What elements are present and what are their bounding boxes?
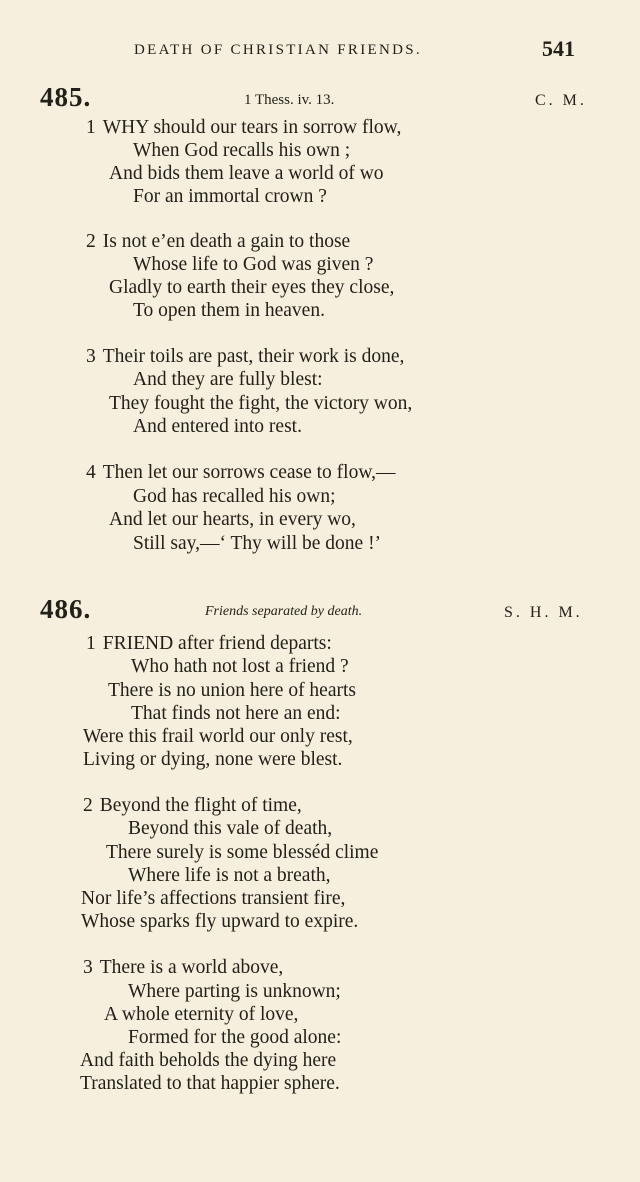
hymn-line: For an immortal crown ? [133, 186, 327, 207]
hymn-line: Whose sparks fly upward to expire. [81, 911, 359, 932]
hymn-line [86, 346, 404, 368]
hymn-line: Translated to that happier sphere. [80, 1073, 340, 1094]
hymn-line [86, 231, 350, 253]
hymn-line [83, 957, 283, 979]
verse-number: 2 [86, 231, 96, 252]
hymn-line: Where parting is unknown; [128, 981, 341, 1002]
verse-number: 1 [86, 117, 96, 138]
hymn-line: There surely is some blesséd clime [106, 842, 379, 863]
hymn-line: And faith beholds the dying here [80, 1050, 337, 1071]
running-head: DEATH OF CHRISTIAN FRIENDS. [134, 42, 422, 58]
hymn-line: Formed for the good alone: [128, 1027, 342, 1048]
hymn-number: 486. [40, 594, 92, 624]
verse-number: 3 [83, 957, 93, 978]
hymn-line: When God recalls his own ; [133, 140, 351, 161]
hymn-subject: Friends separated by death. [205, 604, 363, 619]
verse-number: 4 [86, 462, 96, 483]
line-text: Beyond the flight of time, [99, 795, 302, 816]
hymn-line: Beyond this vale of death, [128, 818, 333, 839]
hymn-line: There is no union here of hearts [108, 680, 356, 701]
hymn-line: To open them in heaven. [133, 300, 325, 321]
hymn-line [86, 633, 332, 655]
hymn-line: Living or dying, none were blest. [83, 749, 343, 770]
hymn-line: Still say,—‘ Thy will be done !’ [133, 533, 382, 554]
line-text: Is not e’en death a gain to those [102, 231, 351, 252]
hymn-line: Nor life’s affections transient fire, [81, 888, 346, 909]
hymn-line: And they are fully blest: [133, 369, 323, 390]
hymn-line: And let our hearts, in every wo, [109, 509, 356, 530]
line-text: Their toils are past, their work is done, [102, 346, 405, 367]
hymn-line: And bids them leave a world of wo [109, 163, 384, 184]
hymn-scripture: 1 Thess. iv. 13. [244, 92, 335, 108]
hymn-line: Gladly to earth their eyes they close, [109, 277, 395, 298]
hymn-line [86, 462, 396, 484]
hymn-line: Whose life to God was given ? [133, 254, 374, 275]
line-text: Then let our sorrows cease to flow,— [102, 462, 396, 483]
hymn-line [83, 795, 302, 817]
hymn-line: Where life is not a breath, [128, 865, 331, 886]
hymn-line: That finds not here an end: [131, 703, 341, 724]
hymn-meter: S. H. M. [504, 604, 583, 621]
hymn-line [86, 117, 401, 139]
hymn-line: Were this frail world our only rest, [83, 726, 353, 747]
line-text: WHY should our tears in sorrow flow, [102, 117, 402, 138]
hymn-line: They fought the fight, the victory won, [109, 393, 413, 414]
hymn-line: Who hath not lost a friend ? [131, 656, 349, 677]
verse-number: 1 [86, 633, 96, 654]
line-text: There is a world above, [99, 957, 284, 978]
hymn-line: God has recalled his own; [133, 486, 336, 507]
hymn-line: A whole eternity of love, [104, 1004, 299, 1025]
line-text: FRIEND after friend departs: [102, 633, 332, 654]
page-number: 541 [542, 36, 575, 61]
verse-number: 3 [86, 346, 96, 367]
verse-number: 2 [83, 795, 93, 816]
hymn-number: 485. [40, 82, 92, 112]
hymn-line: And entered into rest. [133, 416, 302, 437]
hymn-meter: C. M. [535, 92, 587, 109]
